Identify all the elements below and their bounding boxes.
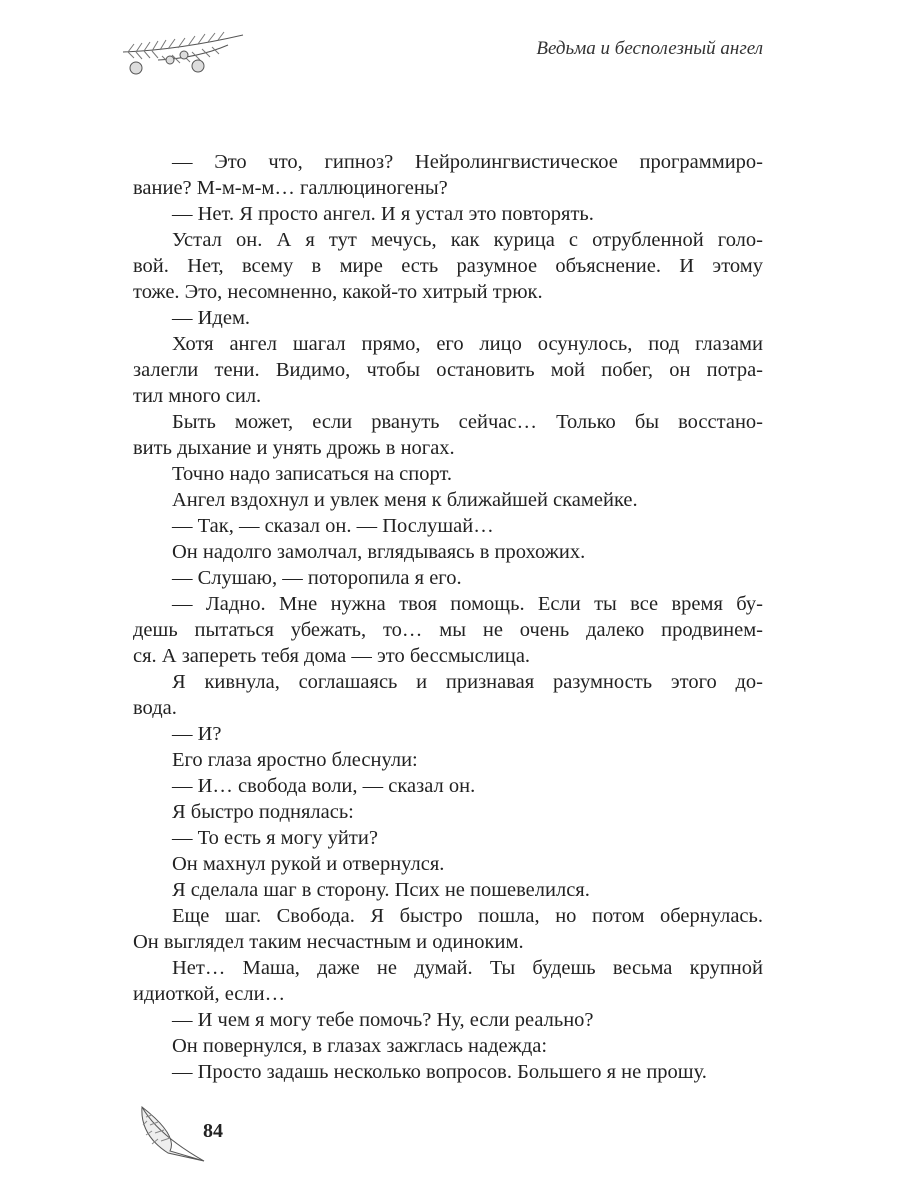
paragraph	[133, 149, 763, 201]
text-line: тоже. Это, несомненно, какой-то хитрый трюк.	[133, 281, 543, 303]
text-line: вить дыхание и унять дрожь в ногах.	[133, 437, 455, 459]
paragraph	[133, 799, 763, 825]
text-line: ся. А запереть тебя дома — это бессмыслица.	[133, 645, 531, 667]
text-line: идиоткой, если…	[133, 983, 286, 1005]
text-line: вода.	[133, 697, 177, 719]
paragraph	[133, 461, 763, 487]
text-line: Он выглядел таким несчастным и одиноким.	[133, 931, 524, 953]
text-line: залегли тени. Видимо, чтобы остановить мой побег, он потра-	[133, 359, 763, 381]
paragraph	[133, 773, 763, 799]
text-line: Быть может, если рвануть сейчас… Только бы восстано-	[172, 411, 763, 433]
paragraph	[133, 877, 763, 903]
text-line: — Идем.	[172, 307, 251, 329]
text-line: — Нет. Я просто ангел. И я устал это повторять.	[172, 203, 594, 225]
text-line: вание? М-м-м-м… галлюциногены?	[133, 177, 448, 199]
paragraph	[133, 513, 763, 539]
paragraph	[133, 305, 763, 331]
paragraph	[133, 825, 763, 851]
running-header-book-title: Ведьма и бесполезный ангел	[536, 38, 763, 59]
paragraph	[133, 1059, 763, 1085]
text-line: Точно надо записаться на спорт.	[172, 463, 453, 485]
paragraph	[133, 409, 763, 461]
paragraph	[133, 851, 763, 877]
paragraph	[133, 1033, 763, 1059]
text-line: Он надолго замолчал, вглядываясь в прохожих.	[172, 541, 586, 563]
paragraph	[133, 331, 763, 409]
paragraph	[133, 487, 763, 513]
text-line: — Так, — сказал он. — Послушай…	[172, 515, 494, 537]
text-line: Я быстро поднялась:	[172, 801, 354, 823]
text-line: тил много сил.	[133, 385, 262, 407]
text-line: Еще шаг. Свобода. Я быстро пошла, но потом обернулась.	[172, 905, 763, 927]
text-line: Его глаза яростно блеснули:	[172, 749, 418, 771]
text-line: Я кивнула, соглашаясь и признавая разумность этого до-	[172, 671, 763, 693]
paragraph	[133, 565, 763, 591]
page-number: 84	[203, 1120, 223, 1142]
text-line: — Это что, гипноз? Нейролингвистическое программиро-	[172, 151, 763, 173]
text-line: Он махнул рукой и отвернулся.	[172, 853, 445, 875]
paragraph	[133, 1007, 763, 1033]
paragraph	[133, 227, 763, 305]
paragraph	[133, 201, 763, 227]
pine-branch-ornament-icon	[118, 30, 248, 85]
text-line: Я сделала шаг в сторону. Псих не пошевелился.	[172, 879, 590, 901]
paragraph	[133, 747, 763, 773]
text-line: Он повернулся, в глазах зажглась надежда:	[172, 1035, 548, 1057]
text-line: Ангел вздохнул и увлек меня к ближайшей скамейке.	[172, 489, 638, 511]
text-line: Хотя ангел шагал прямо, его лицо осунулось, под глазами	[172, 333, 763, 355]
text-line: Устал он. А я тут мечусь, как курица с отрубленной голо-	[172, 229, 763, 251]
text-line: — Ладно. Мне нужна твоя помощь. Если ты все время бу-	[172, 593, 763, 615]
text-line: вой. Нет, всему в мире есть разумное объяснение. И этому	[133, 255, 763, 277]
text-line: — То есть я могу уйти?	[172, 827, 378, 849]
paragraph	[133, 721, 763, 747]
text-line: — И… свобода воли, — сказал он.	[172, 775, 476, 797]
paragraph	[133, 591, 763, 669]
text-line: — Слушаю, — поторопила я его.	[172, 567, 462, 589]
paragraph	[133, 955, 763, 1007]
paragraph	[133, 669, 763, 721]
page-body-text	[133, 149, 763, 1085]
text-line: — Просто задашь несколько вопросов. Большего я не прошу.	[172, 1061, 707, 1083]
text-line: — И чем я могу тебе помочь? Ну, если реально?	[172, 1009, 594, 1031]
paragraph	[133, 539, 763, 565]
text-line: Нет… Маша, даже не думай. Ты будешь весьма крупной	[172, 957, 763, 979]
paragraph	[133, 903, 763, 955]
text-line: дешь пытаться убежать, то… мы не очень далеко продвинем-	[133, 619, 763, 641]
text-line: — И?	[172, 723, 222, 745]
feather-ornament-icon	[138, 1105, 208, 1170]
